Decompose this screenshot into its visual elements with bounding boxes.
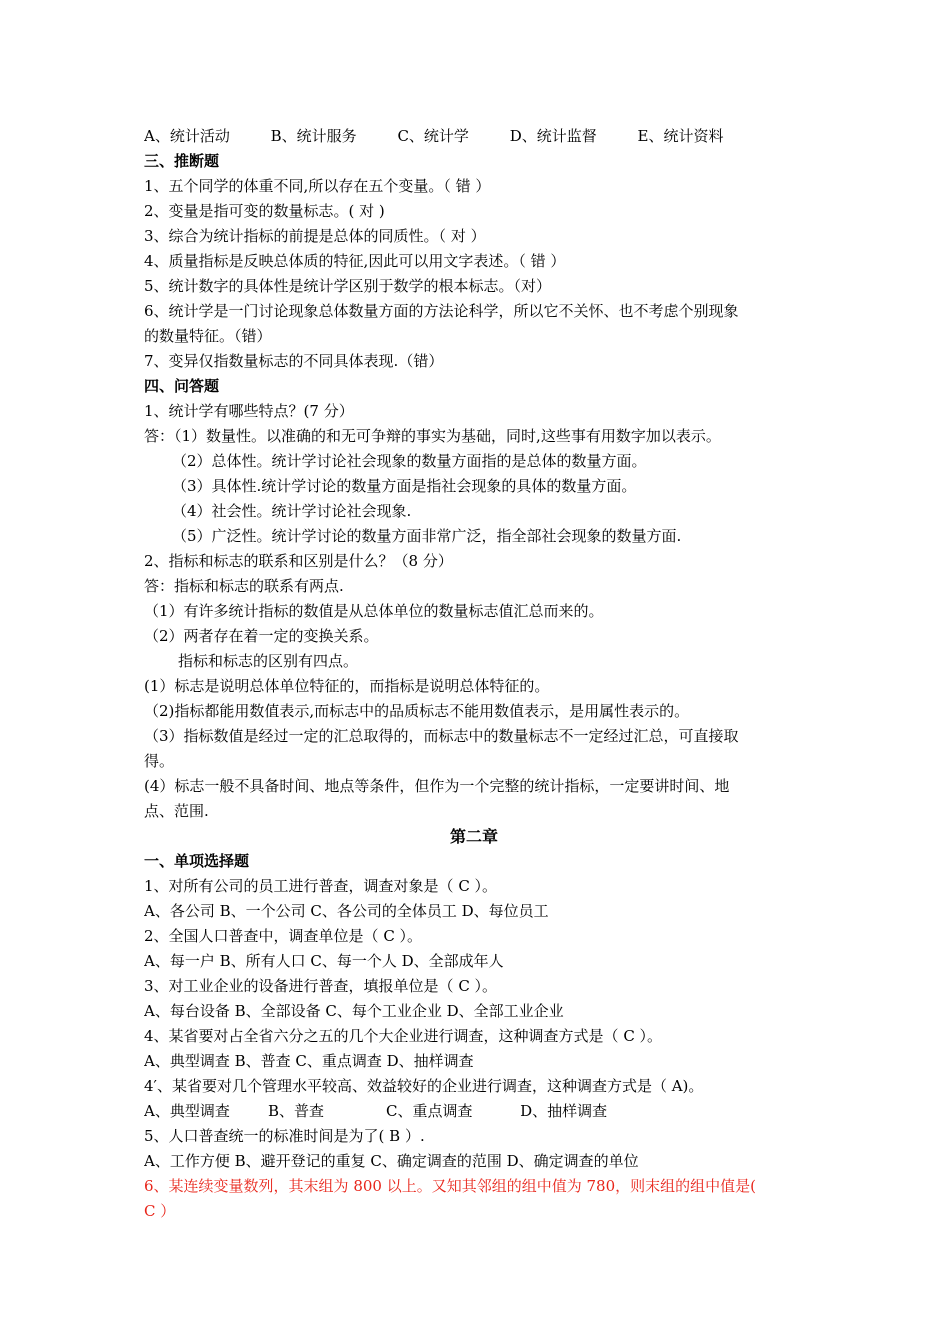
question-line: 4、某省要对占全省六分之五的几个大企业进行调查，这种调查方式是（ C ）。 xyxy=(144,1027,663,1045)
qa-line: (4）标志一般不具备时间、地点等条件，但作为一个完整的统计指标，一定要讲时间、地 xyxy=(144,777,730,795)
judgement-item: 的数量特征。（错） xyxy=(144,327,272,345)
qa-line: 1、统计学有哪些特点？(7 分） xyxy=(144,402,354,420)
qa-line: （4）社会性。统计学讨论社会现象. xyxy=(172,502,412,520)
answer-options: A、各公司 B、一个公司 C、各公司的全体员工 D、每位员工 xyxy=(144,902,549,920)
qa-line: （2)指标都能用数值表示,而标志中的品质标志不能用数值表示，是用属性表示的。 xyxy=(144,702,690,720)
option-c: C、统计学 xyxy=(397,127,469,145)
option-e: E、统计资料 xyxy=(637,127,724,145)
section-heading-judgement: 三、推断题 xyxy=(144,152,220,170)
qa-line: （2）总体性。统计学讨论社会现象的数量方面指的是总体的数量方面。 xyxy=(172,452,647,470)
section-heading-qa: 四、问答题 xyxy=(144,377,220,395)
qa-line: 答：指标和标志的联系有两点. xyxy=(144,577,344,595)
judgement-item: 1、五个同学的体重不同,所以存在五个变量。（ 错 ） xyxy=(144,177,491,195)
qa-line: （5）广泛性。统计学讨论的数量方面非常广泛，指全部社会现象的数量方面. xyxy=(172,527,682,545)
section-heading-single-choice: 一、单项选择题 xyxy=(144,852,250,870)
qa-line: （1）有许多统计指标的数值是从总体单位的数量标志值汇总而来的。 xyxy=(144,602,604,620)
highlighted-question-line: C ） xyxy=(144,1202,176,1220)
qa-line: 2、指标和标志的联系和区别是什么？（8 分） xyxy=(144,552,453,570)
judgement-item: 3、综合为统计指标的前提是总体的同质性。（ 对 ） xyxy=(144,227,486,245)
question-line: 1、对所有公司的员工进行普查，调查对象是（ C ）。 xyxy=(144,877,498,895)
judgement-item: 4、质量指标是反映总体质的特征,因此可以用文字表述。（ 错 ） xyxy=(144,252,566,270)
chapter-title: 第二章 xyxy=(449,827,498,846)
qa-line: 点、范围. xyxy=(144,802,209,820)
judgement-item: 7、变异仅指数量标志的不同具体表现.（错） xyxy=(144,352,444,370)
question-line: 4′、某省要对几个管理水平较高、效益较好的企业进行调查，这种调查方式是（ A)。 xyxy=(144,1077,704,1095)
judgement-item: 5、统计数字的具体性是统计学区别于数学的根本标志。（对） xyxy=(144,277,552,295)
judgement-item: 2、变量是指可变的数量标志。( 对 ) xyxy=(144,202,385,220)
qa-line: （2）两者存在着一定的变换关系。 xyxy=(144,627,379,645)
answer-options: A、每一户 B、所有人口 C、每一个人 D、全部成年人 xyxy=(144,952,504,970)
qa-line: 得。 xyxy=(144,752,175,770)
qa-line: （3）具体性.统计学讨论的数量方面是指社会现象的具体的数量方面。 xyxy=(172,477,637,495)
question-line: 2、全国人口普查中，调查单位是（ C ）。 xyxy=(144,927,423,945)
answer-options: A、典型调查 B、普查 C、重点调查 D、抽样调查 xyxy=(144,1052,474,1070)
option-a: A、统计活动 xyxy=(144,127,230,145)
option-d: D、统计监督 xyxy=(509,127,597,145)
qa-line: 指标和标志的区别有四点。 xyxy=(178,652,359,670)
qa-line: （3）指标数值是经过一定的汇总取得的，而标志中的数量标志不一定经过汇总，可直接取 xyxy=(144,727,739,745)
answer-options: A、每台设备 B、全部设备 C、每个工业企业 D、全部工业企业 xyxy=(144,1002,564,1020)
qa-line: (1）标志是说明总体单位特征的，而指标是说明总体特征的。 xyxy=(144,677,550,695)
question-line: 5、人口普查统一的标准时间是为了( B ）. xyxy=(144,1127,425,1145)
qa-line: 答：（1）数量性。以准确的和无可争辩的事实为基础，同时,这些事有用数字加以表示。 xyxy=(144,427,721,445)
option-b: B、统计服务 xyxy=(270,127,357,145)
answer-options: A、工作方便 B、避开登记的重复 C、确定调查的范围 D、确定调查的单位 xyxy=(144,1152,639,1170)
highlighted-question-line: 6、某连续变量数列，其末组为 800 以上。又知其邻组的组中值为 780，则末组的组中值是( xyxy=(144,1177,756,1195)
top-options-row xyxy=(144,124,814,149)
question-line: 3、对工业企业的设备进行普查，填报单位是（ C ）。 xyxy=(144,977,498,995)
answer-options: A、典型调查 B、普查 C、重点调查 D、抽样调查 xyxy=(144,1102,608,1120)
judgement-item: 6、统计学是一门讨论现象总体数量方面的方法论科学，所以它不关怀、也不考虑个别现象 xyxy=(144,302,739,320)
